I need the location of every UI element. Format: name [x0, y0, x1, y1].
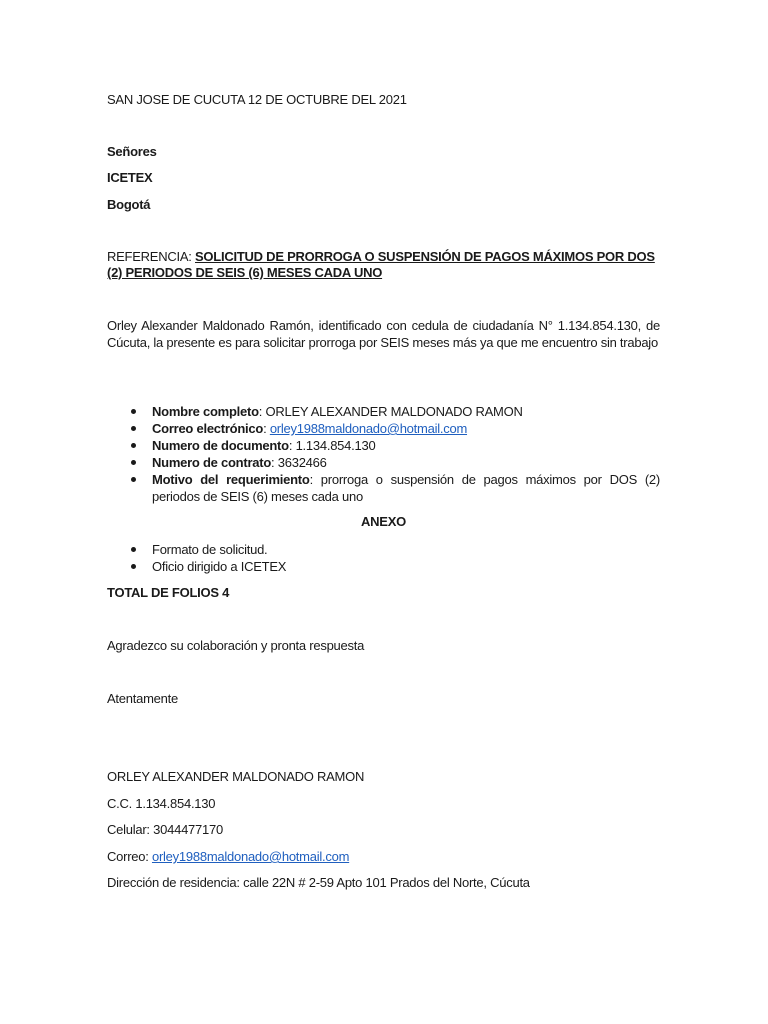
body-paragraph: Orley Alexander Maldonado Ramón, identificado con cedula de ciudadanía N° 1.134.854.130, de Cúcuta, la presente es para solicitar prorroga por SEIS meses más ya que me encuentro sin trabajo	[107, 318, 660, 350]
detail-sep: :	[263, 421, 270, 436]
signature-email-label: Correo:	[107, 849, 152, 864]
detail-value: ORLEY ALEXANDER MALDONADO RAMON	[265, 404, 523, 419]
recipient-org: ICETEX	[107, 170, 153, 185]
salutation: Señores	[107, 144, 157, 159]
detail-value: 1.134.854.130	[295, 438, 376, 453]
detail-label: Nombre completo	[152, 404, 259, 419]
reference-title-part-1: SOLICITUD DE PRORROGA O SUSPENSIÓN DE PAGOS MÁXIMOS POR DOS	[195, 249, 655, 264]
signature-phone: Celular: 3044477170	[107, 822, 223, 837]
annex-list	[107, 541, 660, 575]
detail-sep: :	[258, 404, 266, 419]
closing-line: Atentamente	[107, 691, 178, 706]
detail-email	[107, 420, 660, 437]
reference-title-part-2: (2) PERIODOS DE SEIS (6) MESES CADA UNO	[107, 265, 383, 280]
reference-line-2	[107, 265, 382, 281]
detail-value: 3632466	[277, 455, 327, 470]
signature-name: ORLEY ALEXANDER MALDONADO RAMON	[107, 769, 365, 784]
detail-full-name	[107, 403, 660, 420]
detail-sep: :	[309, 472, 321, 487]
detail-request-reason	[107, 471, 660, 505]
signature-cc: C.C. 1.134.854.130	[107, 796, 216, 811]
email-link[interactable]: orley1988maldonado@hotmail.com	[269, 421, 468, 436]
signature-email-line	[107, 849, 349, 865]
detail-sep: :	[271, 455, 278, 470]
detail-label: Numero de contrato	[152, 455, 272, 470]
signature-email-link[interactable]: orley1988maldonado@hotmail.com	[151, 849, 350, 864]
annex-title: ANEXO	[361, 514, 406, 529]
signature-address: Dirección de residencia: calle 22N # 2-59 Apto 101 Prados del Norte, Cúcuta	[107, 875, 530, 890]
detail-contract-number	[107, 454, 660, 471]
annex-item: Formato de solicitud.	[107, 541, 660, 558]
details-list	[107, 403, 660, 505]
detail-value: prorroga o suspensión de pagos máximos por DOS (2) periodos de SEIS (6) meses cada uno	[152, 472, 660, 504]
detail-label: Numero de documento	[152, 438, 289, 453]
thanks-line: Agradezco su colaboración y pronta respuesta	[107, 638, 365, 653]
detail-label: Correo electrónico	[152, 421, 264, 436]
annex-item: Oficio dirigido a ICETEX	[107, 558, 660, 575]
recipient-city: Bogotá	[107, 197, 151, 212]
reference-line-1	[107, 249, 655, 265]
detail-label: Motivo del requerimiento	[152, 472, 310, 487]
detail-document-number	[107, 437, 660, 454]
total-folios: TOTAL DE FOLIOS 4	[107, 585, 230, 600]
date-line: SAN JOSE DE CUCUTA 12 DE OCTUBRE DEL 2021	[107, 92, 407, 107]
reference-label: REFERENCIA:	[107, 249, 196, 264]
detail-sep: :	[288, 438, 296, 453]
